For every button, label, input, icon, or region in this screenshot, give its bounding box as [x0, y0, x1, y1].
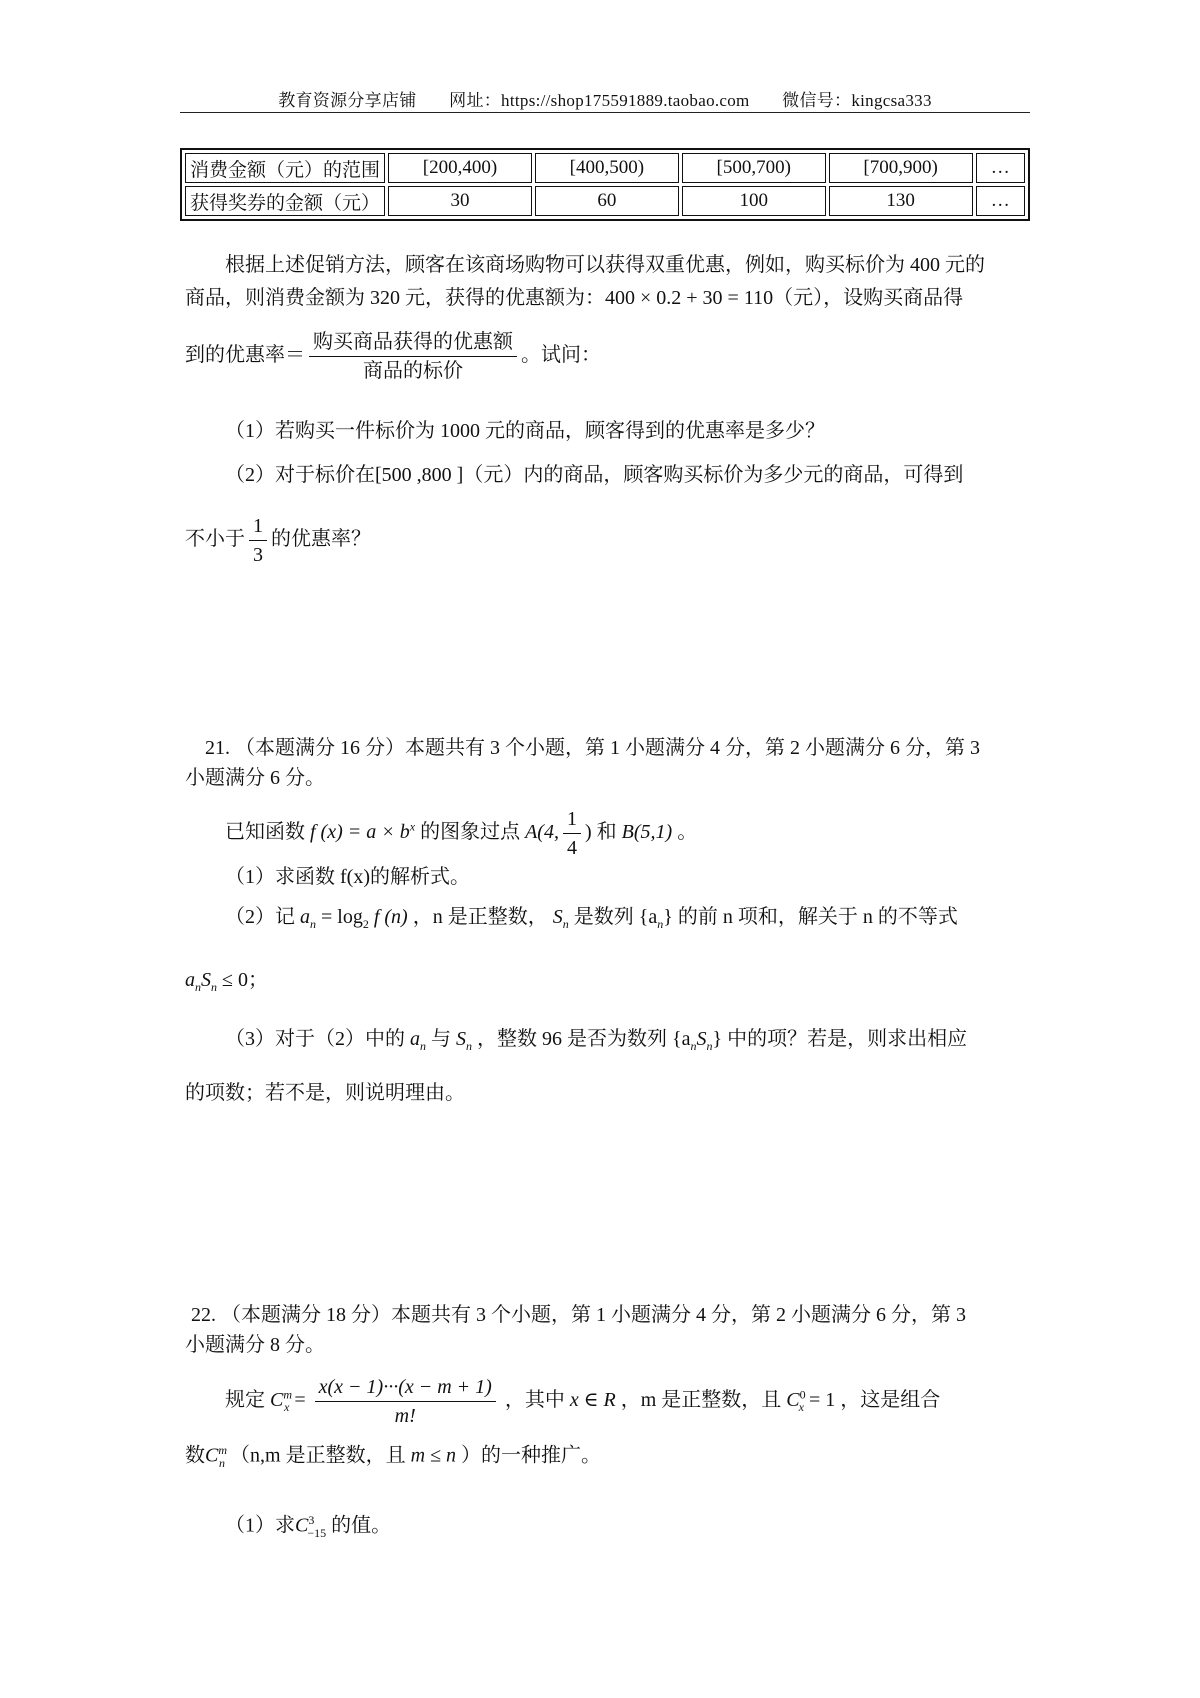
voucher-table [180, 148, 1030, 221]
math-expression: x ∈ R [569, 1389, 616, 1412]
q21-subquestion-2 [225, 902, 958, 939]
table-cell: [700,900) [829, 153, 973, 183]
subscript: −15 [307, 1525, 327, 1540]
subscript: n [706, 1039, 713, 1053]
text: 根据上述促销方法，顾客在该商场购物可以获得双重优惠，例如，购买标价为 400 元的 [225, 254, 985, 276]
math-expression: = [294, 1389, 306, 1412]
text: （2）记 [225, 906, 295, 928]
function-expression: f (x) = a × b [310, 821, 410, 844]
text: 。试问： [521, 344, 601, 367]
combination-fraction [315, 1373, 496, 1430]
text: 的项数；若不是，则说明理由。 [185, 1082, 465, 1104]
table-cell: … [976, 186, 1025, 216]
q21-inequality [185, 965, 268, 1002]
math-expression: f (n) [373, 906, 408, 928]
point-a: A(4, [525, 821, 559, 844]
table-cell: 100 [682, 186, 826, 216]
text: 和 [596, 821, 617, 844]
subscript: x [798, 1400, 804, 1415]
text: ，m 是正整数，且 [620, 1389, 782, 1412]
q22-heading [191, 1300, 966, 1330]
header-rule [180, 112, 1030, 113]
fraction-denominator: 4 [563, 833, 581, 862]
math-var: C [205, 1444, 219, 1467]
math-var: S [201, 969, 211, 991]
q20-paragraph-line [225, 250, 985, 280]
text: ，其中 [504, 1389, 565, 1412]
text: （1）若购买一件标价为 1000 元的商品，顾客得到的优惠率是多少？ [225, 420, 825, 442]
text: （1）求 [225, 1514, 295, 1537]
table-cell: [200,400) [388, 153, 532, 183]
subscript: n [211, 980, 217, 994]
text: 小题满分 8 分。 [185, 1334, 325, 1356]
math-expression: 400 × 0.2 + 30 = 110 [605, 287, 774, 309]
text: 与 [431, 1028, 451, 1050]
q22-definition-cont [185, 1435, 601, 1478]
text: （2）对于标价在 [225, 464, 375, 486]
q21-subquestion-3-cont [185, 1078, 465, 1108]
table-cell: 60 [535, 186, 679, 216]
log-base: 2 [362, 917, 369, 931]
fraction-numerator: 购买商品获得的优惠额 [313, 331, 513, 353]
math-var: S [456, 1028, 466, 1050]
text: （元）内的商品，顾客购买标价为多少元的商品，可得到 [463, 464, 964, 486]
text: 规定 [225, 1389, 265, 1412]
math-expression: } [712, 1028, 723, 1050]
quarter-fraction [563, 805, 581, 862]
superscript: m [218, 1443, 228, 1457]
text: 小题满分 6 分。 [185, 767, 325, 789]
exponent: x [409, 819, 416, 834]
table-row-label: 消费金额（元）的范围 [185, 153, 385, 183]
text: 。 [677, 821, 698, 844]
subscript: n [310, 917, 316, 931]
text: 到的优惠率＝ [185, 344, 305, 367]
q21-heading [205, 733, 980, 763]
math-expression: = log [321, 906, 363, 928]
math-var: a [185, 969, 195, 991]
math-expression: = 1 [808, 1389, 836, 1412]
text: 是数列 [573, 906, 634, 928]
header-shop-name: 教育资源分享店铺 [278, 91, 417, 110]
text: 22. （本题满分 18 分）本题共有 3 个小题，第 1 小题满分 4 分，第 2 小题满分 6 分，第 3 [191, 1304, 966, 1326]
math-var: C [786, 1389, 800, 1412]
fraction-numerator: 1 [253, 515, 263, 537]
text: （1）求函数 f(x)的解析式。 [225, 866, 470, 888]
math-var: a [410, 1028, 420, 1050]
math-expression: {a [638, 906, 658, 928]
math-expression: ≤ 0 [222, 969, 248, 991]
text: （元），设购买商品得 [773, 287, 964, 309]
subscript: x [284, 1400, 290, 1415]
text: 的图象过点 [420, 821, 521, 844]
text: 已知函数 [225, 821, 305, 844]
subscript: n [219, 1455, 226, 1470]
table-cell: [400,500) [535, 153, 679, 183]
table-cell: 30 [388, 186, 532, 216]
text: 的优惠率？ [271, 528, 371, 551]
text: 的前 n 项和，解关于 n 的不等式 [677, 906, 958, 928]
text: （n,m 是正整数，且 [230, 1444, 406, 1467]
q21-subquestion-3 [225, 1024, 967, 1061]
text: ) [584, 821, 592, 844]
one-third-fraction [249, 512, 267, 569]
table-row [185, 153, 1025, 183]
text: 不小于 [185, 528, 245, 551]
fraction-denominator: 商品的标价 [309, 356, 517, 385]
superscript: m [283, 1387, 293, 1402]
q21-subquestion-1 [225, 862, 470, 892]
text: （3）对于（2）中的 [225, 1028, 405, 1050]
q20-rate-definition [185, 328, 601, 385]
header-url: 网址：https://shop175591889.taobao.com [449, 91, 750, 110]
text: 的值。 [331, 1514, 392, 1537]
table-cell: … [976, 153, 1025, 183]
subscript: n [690, 1039, 697, 1053]
superscript: 0 [799, 1387, 806, 1402]
math-var: C [295, 1514, 309, 1537]
math-interval: [500 ,800 ] [375, 464, 464, 486]
q20-subquestion-2 [225, 460, 963, 490]
table-row-label: 获得奖券的金额（元） [185, 186, 385, 216]
text: ，整数 96 是否为数列 [477, 1028, 667, 1050]
math-expression: m ≤ n [410, 1444, 456, 1467]
math-var: S [552, 906, 563, 928]
math-var: a [300, 906, 310, 928]
header-wechat: 微信号：kingcsa333 [782, 91, 932, 110]
table-cell: 130 [829, 186, 973, 216]
q20-paragraph-line [185, 283, 963, 313]
math-expression: x(x − 1)···(x − m + 1) [318, 1376, 492, 1398]
superscript: 3 [308, 1513, 315, 1527]
q22-heading-cont [185, 1330, 325, 1360]
text: ，n 是正整数， [412, 906, 548, 928]
subscript: n [466, 1039, 472, 1053]
q22-definition [225, 1373, 940, 1430]
text: 商品，则消费金额为 320 元，获得的优惠额为： [185, 287, 605, 309]
fraction-numerator [315, 1373, 496, 1401]
q20-subquestion-2-cont [185, 512, 371, 569]
math-var: S [696, 1028, 707, 1050]
math-expression: m! [394, 1405, 416, 1427]
subscript: n [195, 980, 201, 994]
subscript: n [420, 1039, 426, 1053]
text: ，这是组合 [840, 1389, 941, 1412]
math-expression: } [663, 906, 673, 928]
text: ； [247, 969, 268, 991]
fraction-numerator: 1 [566, 808, 577, 830]
text: 21. （本题满分 16 分）本题共有 3 个小题，第 1 小题满分 4 分，第 2 小题满分 6 分，第 3 [205, 737, 980, 759]
rate-fraction [309, 328, 517, 385]
fraction-denominator [315, 1401, 496, 1430]
text: 数 [185, 1444, 205, 1467]
page-header [180, 86, 1030, 112]
q21-heading-cont [185, 763, 325, 793]
text: 中的项？若是，则求出相应 [727, 1028, 968, 1050]
q21-given [225, 805, 697, 862]
subscript: n [657, 917, 664, 931]
math-var: C [270, 1389, 284, 1412]
math-expression: {a [672, 1028, 691, 1050]
table-cell: [500,700) [682, 153, 826, 183]
q22-subquestion-1 [225, 1505, 391, 1548]
q20-subquestion-1 [225, 416, 825, 446]
table-row [185, 186, 1025, 216]
point-b: B(5,1) [621, 821, 673, 844]
subscript: n [562, 917, 569, 931]
text: ）的一种推广。 [461, 1444, 601, 1467]
fraction-denominator: 3 [249, 540, 267, 569]
